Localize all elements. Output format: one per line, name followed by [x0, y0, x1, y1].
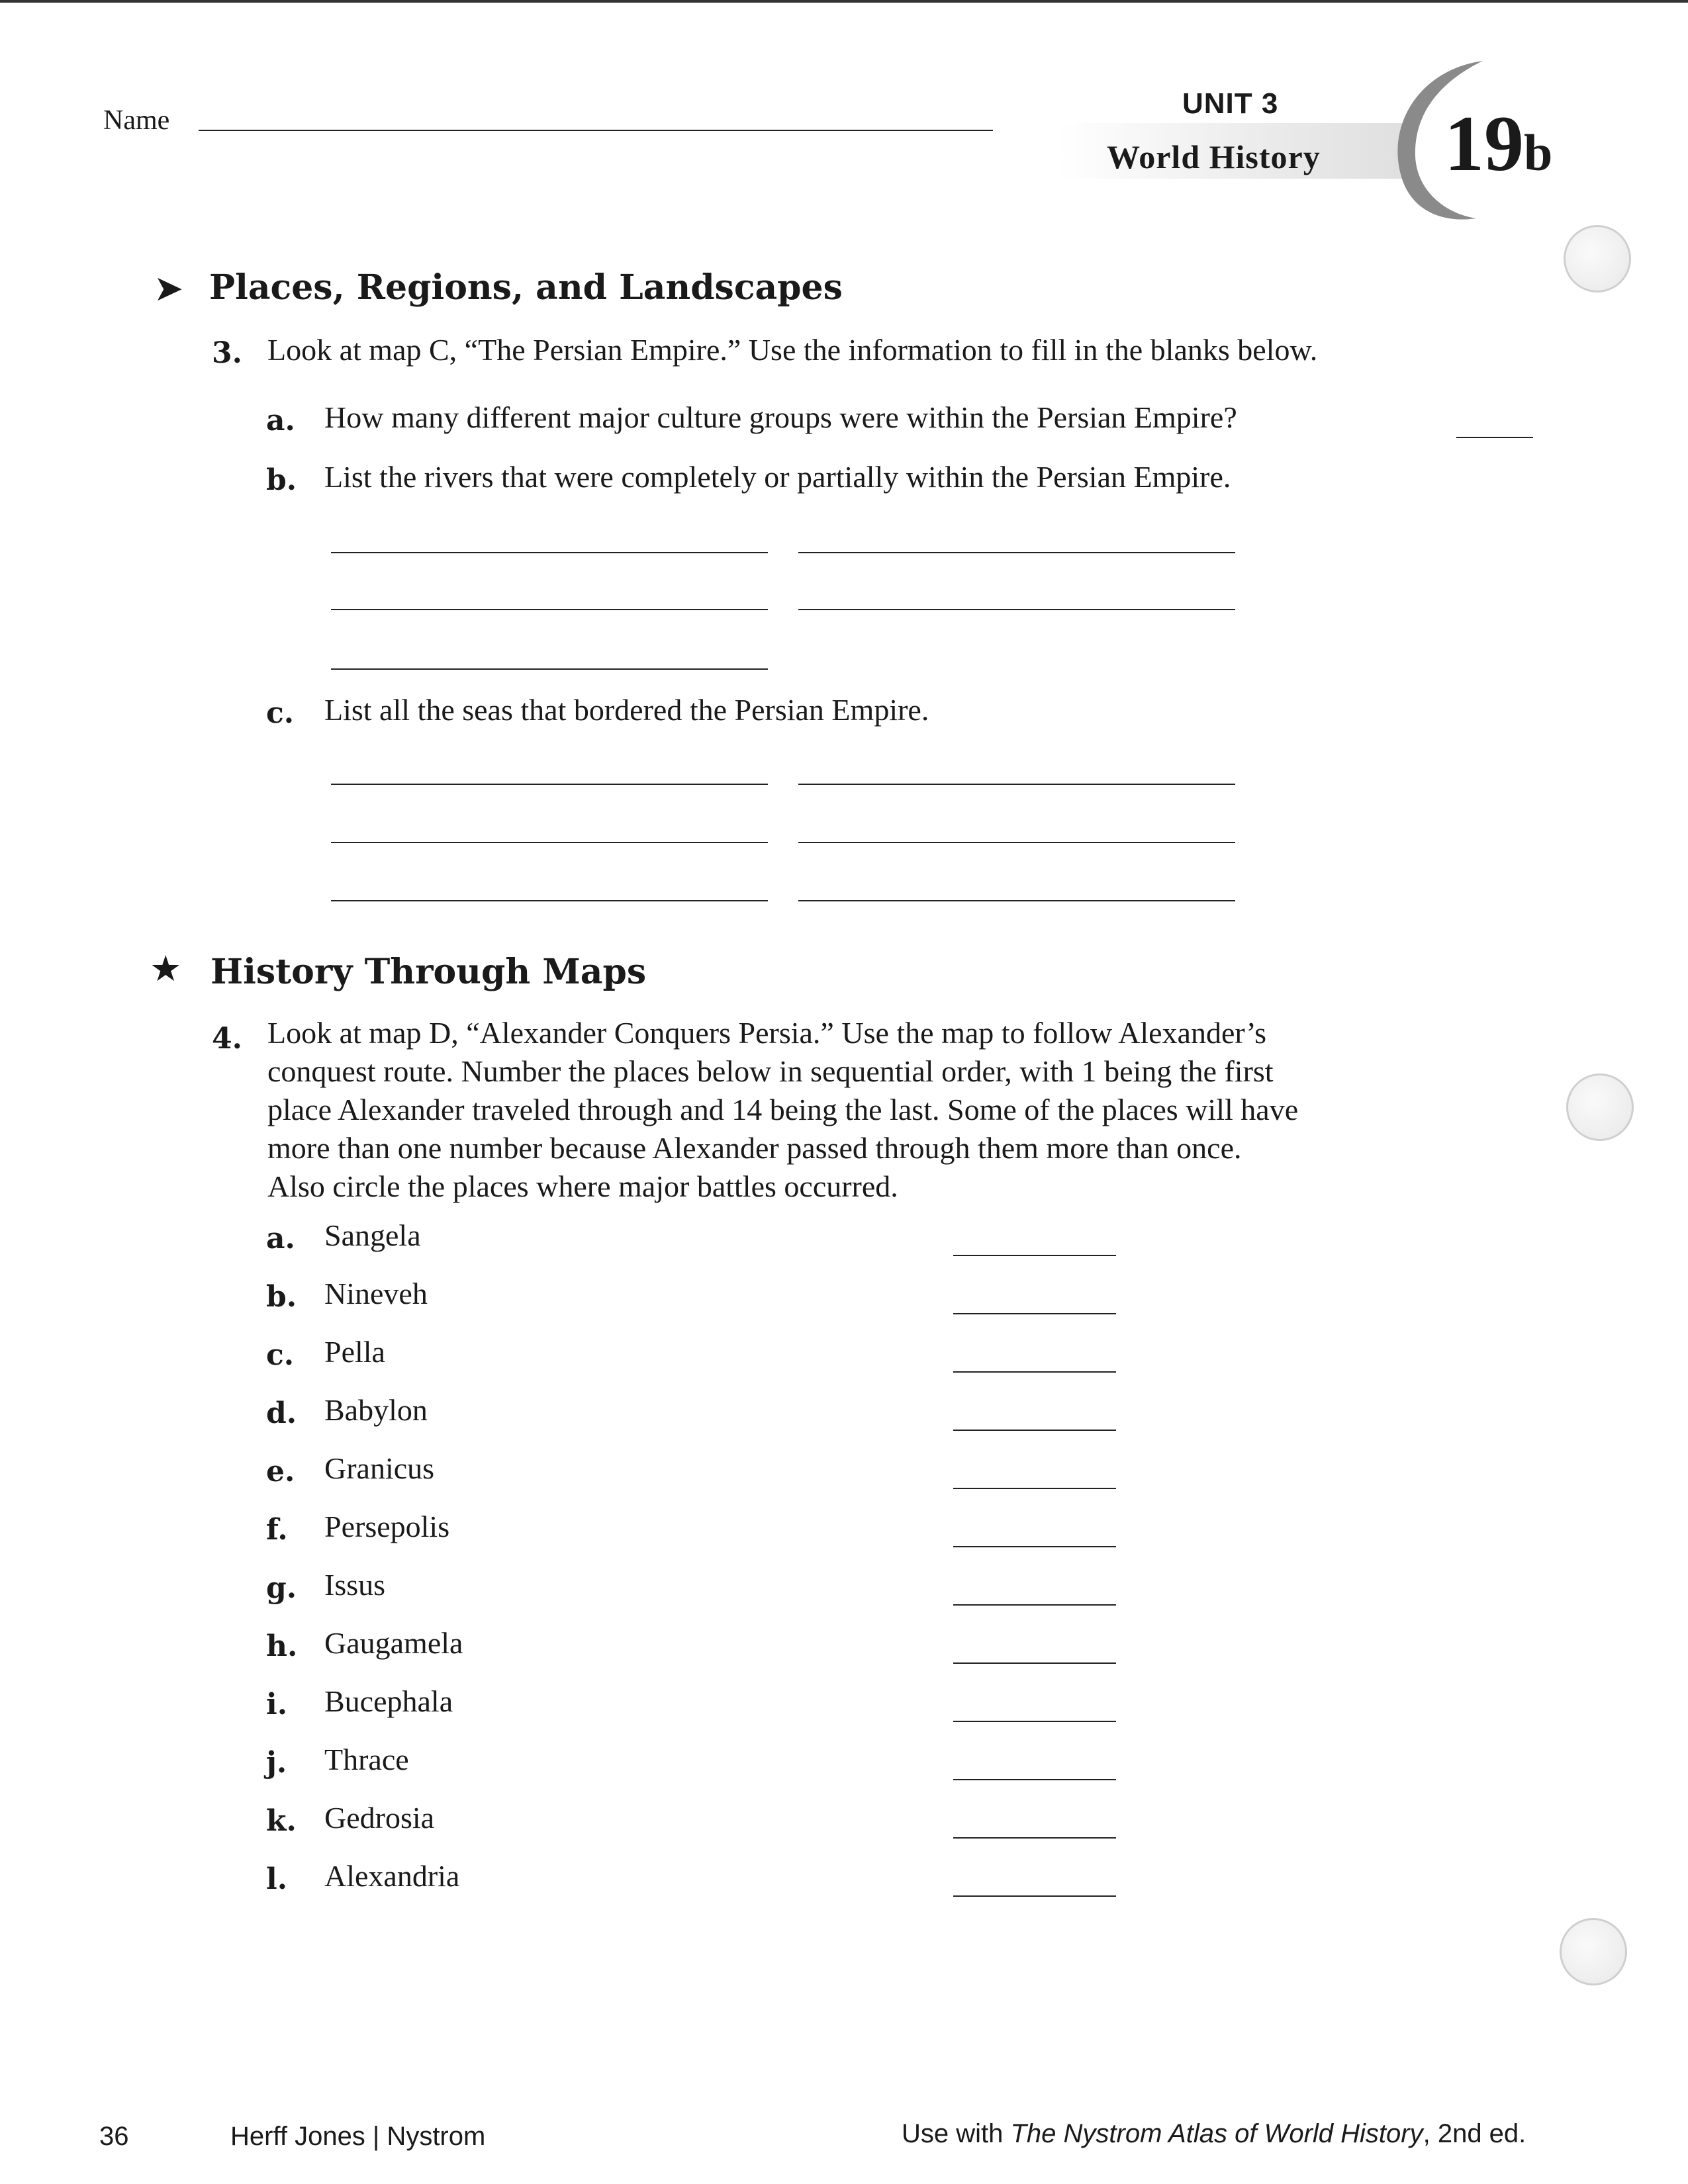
place-number-blank[interactable]: [953, 1662, 1116, 1664]
place-number-blank[interactable]: [953, 1779, 1116, 1780]
page-number: 36: [99, 2122, 129, 2151]
question-4-line: more than one number because Alexander passed through them more than once.: [267, 1131, 1242, 1165]
place-number-blank[interactable]: [953, 1371, 1116, 1373]
list-item: [0, 1276, 1688, 1334]
answer-3b-blank[interactable]: [798, 552, 1235, 553]
answer-3a-blank[interactable]: [1456, 437, 1533, 438]
place-name: Babylon: [324, 1393, 428, 1427]
atlas-edition: , 2nd ed.: [1423, 2119, 1526, 2148]
list-item: [0, 1567, 1688, 1625]
top-border: [0, 0, 1688, 3]
answer-3c-blank[interactable]: [798, 900, 1235, 901]
place-letter: g.: [266, 1571, 297, 1605]
answer-3c-blank[interactable]: [331, 842, 768, 843]
answer-3c-blank[interactable]: [331, 784, 768, 785]
question-4-line: Look at map D, “Alexander Conquers Persia.” Use the map to follow Alexander’s: [267, 1016, 1267, 1050]
answer-3c-blank[interactable]: [331, 900, 768, 901]
item-3a-text: How many different major culture groups were within the Persian Empire?: [324, 400, 1237, 434]
answer-3c-blank[interactable]: [798, 784, 1235, 785]
place-letter: j.: [266, 1746, 287, 1780]
publisher: Herff Jones | Nystrom: [230, 2122, 486, 2151]
question-4-line: Also circle the places where major battles occurred.: [267, 1169, 898, 1203]
question-4-number: 4.: [212, 1022, 242, 1056]
place-letter: k.: [266, 1804, 297, 1838]
place-name: Thrace: [324, 1743, 409, 1776]
place-name: Gedrosia: [324, 1801, 435, 1835]
answer-3b-blank[interactable]: [798, 609, 1235, 610]
place-name: Bucephala: [324, 1684, 453, 1718]
name-field[interactable]: [199, 130, 993, 131]
unit-subject: World History: [1107, 138, 1321, 175]
list-item: [0, 1218, 1688, 1276]
place-letter: b.: [266, 1280, 297, 1314]
question-3-number: 3.: [212, 336, 242, 370]
place-name: Granicus: [324, 1451, 435, 1485]
place-letter: f.: [266, 1513, 288, 1547]
place-letter: d.: [266, 1396, 297, 1430]
list-item: [0, 1451, 1688, 1509]
place-number-blank[interactable]: [953, 1604, 1116, 1606]
list-item: [0, 1858, 1688, 1917]
place-letter: i.: [266, 1688, 288, 1721]
atlas-reference-prefix: Use with: [902, 2119, 1011, 2148]
place-number-blank[interactable]: [953, 1313, 1116, 1314]
answer-3b-blank[interactable]: [331, 552, 768, 553]
page-badge: [1444, 98, 1552, 189]
place-name: Sangela: [324, 1218, 421, 1252]
place-letter: a.: [266, 1222, 295, 1255]
place-name: Nineveh: [324, 1277, 428, 1310]
place-name: Pella: [324, 1335, 385, 1369]
place-name: Gaugamela: [324, 1626, 463, 1660]
question-4-text: [267, 1014, 1298, 1206]
list-item: [0, 1684, 1688, 1742]
question-3-text: Look at map C, “The Persian Empire.” Use the information to fill in the blanks below.: [267, 333, 1318, 367]
place-number-blank[interactable]: [953, 1546, 1116, 1547]
list-item: [0, 1334, 1688, 1392]
item-3a-letter: a.: [266, 404, 295, 437]
atlas-reference: [902, 2119, 1526, 2149]
binder-hole-middle: [1566, 1073, 1634, 1141]
question-4-line: conquest route. Number the places below in sequential order, with 1 being the first: [267, 1054, 1274, 1088]
section-title-places: Places, Regions, and Landscapes: [209, 267, 843, 308]
place-name: Persepolis: [324, 1510, 450, 1543]
name-label: Name: [103, 105, 170, 136]
item-3c-text: List all the seas that bordered the Persian Empire.: [324, 693, 929, 727]
place-number-blank[interactable]: [953, 1837, 1116, 1839]
answer-3b-blank[interactable]: [331, 668, 768, 670]
item-3b-letter: b.: [266, 463, 297, 497]
place-name: Alexandria: [324, 1859, 460, 1893]
place-letter: c.: [266, 1338, 295, 1372]
place-number-blank[interactable]: [953, 1430, 1116, 1431]
place-number-blank[interactable]: [953, 1255, 1116, 1256]
atlas-title: The Nystrom Atlas of World History: [1010, 2119, 1423, 2148]
page-badge-suffix: b: [1524, 124, 1553, 181]
unit-label: UNIT 3: [1182, 87, 1279, 120]
star-icon: ★: [150, 948, 182, 989]
section-title-history: History Through Maps: [211, 952, 647, 992]
page-badge-number: 19: [1444, 99, 1524, 187]
places-list: [0, 1218, 1688, 1906]
list-item: [0, 1509, 1688, 1567]
binder-hole-bottom: [1560, 1918, 1627, 1985]
item-3b-text: List the rivers that were completely or partially within the Persian Empire.: [324, 460, 1231, 494]
place-letter: h.: [266, 1629, 298, 1663]
place-number-blank[interactable]: [953, 1488, 1116, 1489]
list-item: [0, 1392, 1688, 1451]
answer-3b-blank[interactable]: [331, 609, 768, 610]
place-letter: l.: [266, 1862, 288, 1896]
place-letter: e.: [266, 1455, 295, 1488]
list-item: [0, 1625, 1688, 1684]
list-item: [0, 1742, 1688, 1800]
list-item: [0, 1800, 1688, 1858]
item-3c-letter: c.: [266, 696, 295, 730]
answer-3c-blank[interactable]: [798, 842, 1235, 843]
place-name: Issus: [324, 1568, 386, 1602]
binder-hole-top: [1564, 225, 1631, 293]
question-4-line: place Alexander traveled through and 14 being the last. Some of the places will have: [267, 1093, 1299, 1126]
place-number-blank[interactable]: [953, 1895, 1116, 1897]
place-number-blank[interactable]: [953, 1721, 1116, 1722]
arrow-icon: ➤: [154, 267, 184, 309]
